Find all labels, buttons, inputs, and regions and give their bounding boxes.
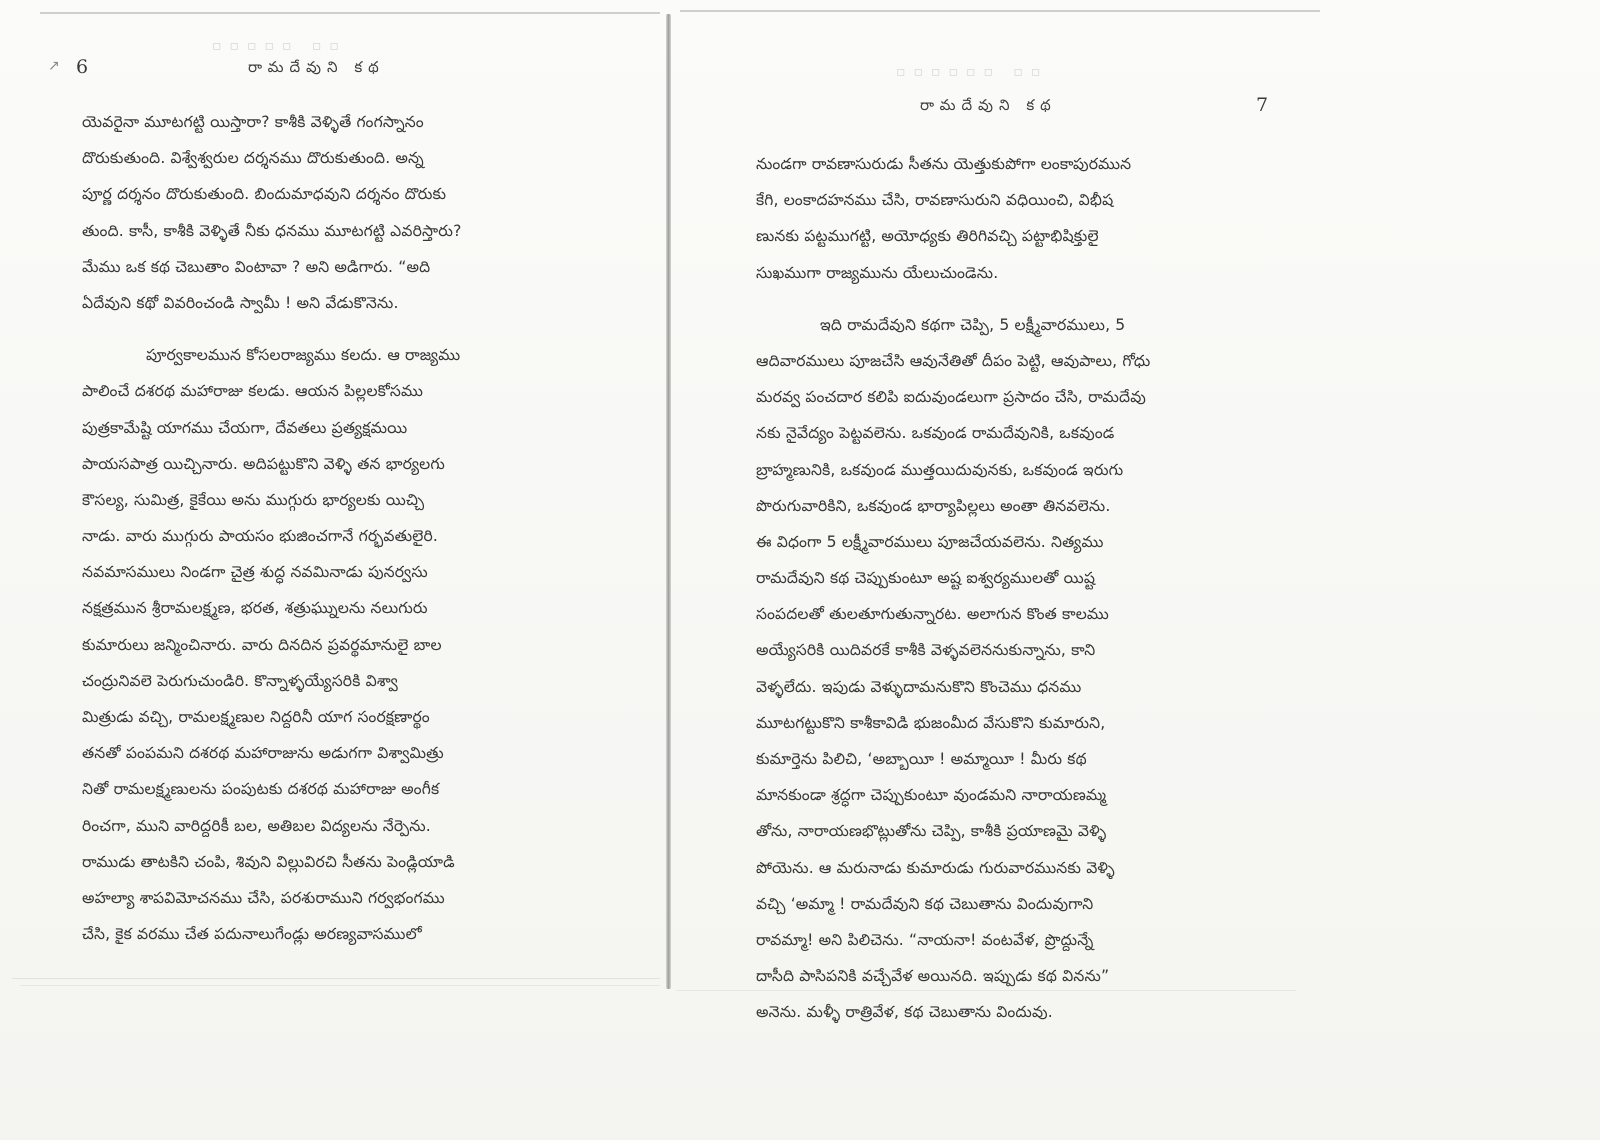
paragraph-gap (82, 321, 462, 337)
show-through-text: ▫▫▫▫▫ ▫▫ (212, 38, 347, 54)
text-line: దాసీది పాసిపనికి వచ్చేవేళ అయినది. ఇప్పుడు కథ వినను” (756, 967, 1110, 986)
page-top-edge (680, 10, 1320, 12)
running-header: రామదేవుని కథ (920, 96, 1057, 114)
body-text (756, 146, 1150, 1031)
text-line: సంపదలతో తులతూగుతున్నారట. అలాగున కొంత కాలము (756, 605, 1109, 624)
text-line: పూర్ణ దర్శనం దొరుకుతుంది. బిందుమాధవుని దర్శనం దొరుకు (82, 185, 447, 204)
running-header: రామదేవుని కథ (248, 58, 385, 76)
text-line: అనెను. మళ్ళీ రాత్రివేళ, కథ చెబుతాను విందువు. (756, 1003, 1053, 1022)
text-line: రామదేవుని కథ చెప్పుకుంటూ అష్ట ఐశ్వర్యములతో యిష్ట (756, 569, 1096, 588)
body-text (82, 104, 462, 952)
text-line: పాయసపాత్ర యిచ్చినారు. అదిపట్టుకొని వెళ్ళి తన భార్యలగు (82, 454, 445, 473)
text-line: పాలించే దశరథ మహారాజు కలడు. ఆయన పిల్లలకోసము (82, 382, 424, 401)
page-number: 7 (1256, 94, 1269, 116)
text-line: కుమార్తెను పిలిచి, ‘అబ్బాయీ ! అమ్మాయీ ! మీరు కథ (756, 750, 1087, 768)
text-line: పోయెను. ఆ మరునాడు కుమారుడు గురువారమునకు వెళ్ళి (756, 858, 1115, 877)
text-line: నవమాసములు నిండగా చైత్ర శుద్ధ నవమినాడు పునర్వసు (82, 563, 428, 582)
text-line: ఆదివారములు పూజచేసి ఆవునేతితో దీపం పెట్టి, ఆవుపాలు, గోధు (756, 351, 1151, 370)
text-line: రావమ్మా! అని పిలిచెను. “నాయనా! వంటవేళ, ప్రొద్దున్నే (756, 930, 1094, 949)
text-line: తోను, నారాయణభొట్లుతోను చెప్పి, కాశీకి ప్రయాణమై వెళ్ళి (756, 822, 1107, 841)
text-line: చేసి, కైక వరము చేత పదునాలుగేండ్లు అరణ్యవాసములో (82, 925, 422, 944)
page-bottom-edge (20, 985, 660, 986)
text-line: మూటగట్టుకొని కాశీకావిడి భుజంమీద వేసుకొని కుమారుని, (756, 713, 1106, 732)
text-line: మరవ్వ పంచదార కలిపి ఐదువుండలుగా ప్రసాదం చేసి, రామదేవు (756, 388, 1146, 407)
page-top-edge (40, 12, 660, 14)
text-line: ఈ విధంగా 5 లక్ష్మీవారములు పూజచేయవలెను. నిత్యము (756, 532, 1104, 551)
text-line: అయ్యేసరికి యిదివరకే కాశీకి వెళ్ళవలెననుకున్నాను, కాని (756, 641, 1096, 660)
text-line: వెళ్ళలేదు. ఇపుడు వెళ్ళుదామనుకొని కొంచెము ధనము (756, 677, 1082, 696)
page-number: 6 (76, 56, 89, 78)
text-line: దొరుకుతుంది. విశ్వేశ్వరుల దర్శనము దొరుకుతుంది. అన్న (82, 149, 424, 168)
text-line: తుంది. కాసీ, కాశీకి వెళ్ళితే నీకు ధనము మూటగట్టి ఎవరిస్తారు? (82, 221, 462, 240)
text-line: కుమారులు జన్మించినారు. వారు దినదిన ప్రవర్థమానులై బాల (82, 635, 442, 654)
page-bottom-edge (676, 990, 1296, 991)
paragraph-gap (756, 291, 1150, 307)
text-line: నక్షత్రమున శ్రీరామలక్ష్మణ, భరత, శత్రుఘ్నులను నలుగురు (82, 599, 428, 618)
text-line: కేగి, లంకాదహనము చేసి, రావణాసురుని వధియించి, విభీష (756, 191, 1114, 210)
text-line: తనతో పంపమని దశరథ మహారాజును అడుగగా విశ్వామిత్రు (82, 744, 444, 763)
text-line: కౌసల్య, సుమిత్ర, కైకేయి అను ముగ్గురు భార్యలకు యిచ్చి (82, 490, 425, 509)
text-line: ఏదేవుని కథో వివరించండి స్వామీ ! అని వేడుకొనెను. (82, 293, 399, 312)
text-line: మేము ఒక కథ చెబుతాం వింటావా ? అని అడిగారు. “అది (82, 257, 431, 276)
text-line: నకు నైవేద్యం పెట్టవలెను. ఒకవుండ రామదేవునికి, ఒకవుండ (756, 424, 1115, 443)
text-line: రించగా, ముని వారిద్దరికీ బల, అతిబల విద్యలను నేర్పెను. (82, 816, 431, 835)
text-line: ణునకు పట్టముగట్టి, అయోధ్యకు తిరిగివచ్చి పట్టాభిషిక్తులై (756, 227, 1099, 246)
text-line: నాడు. వారు ముగ్గురు పాయసం భుజించగానే గర్భవతులైరి. (82, 527, 438, 546)
text-line: రాముడు తాటకిని చంపి, శివుని విల్లువిరచి సీతను పెండ్లియాడి (82, 852, 455, 871)
text-line: అహల్యా శాపవిమోచనము చేసి, పరశురాముని గర్వభంగము (82, 888, 445, 907)
text-line: చంద్రునివలె పెరుగుచుండిరి. కొన్నాళ్ళయ్యేసరికి విశ్వా (82, 671, 398, 690)
text-line: బ్రాహ్మణునికి, ఒకవుండ ముత్తయిదువునకు, ఒకవుండ ఇరుగు (756, 460, 1124, 479)
text-line: పొరుగువారికిని, ఒకవుండ భార్యాపిల్లలు అంతా తినవలెను. (756, 496, 1111, 515)
left-page (12, 18, 660, 979)
book-gutter (666, 14, 671, 989)
text-line: యెవరైనా మూటగట్టి యిస్తారా? కాశీకి వెళ్ళితే గంగస్నానం (82, 113, 424, 131)
text-line: సుఖముగా రాజ్యమును యేలుచుండెను. (756, 263, 999, 282)
text-line: ఇది రామదేవుని కథగా చెప్పి, 5 లక్ష్మీవారములు, 5 (820, 315, 1126, 334)
text-line: నితో రామలక్ష్మణులను పంపుటకు దశరథ మహారాజు అంగీక (82, 780, 440, 799)
text-line: పూర్వకాలమున కోసలరాజ్యము కలదు. ఆ రాజ్యము (146, 346, 461, 365)
text-line: పుత్రకామేష్టి యాగము చేయగా, దేవతలు ప్రత్యక్షమయి (82, 418, 408, 437)
text-line: మానకుండా శ్రద్ధగా చెప్పుకుంటూ వుండమని నారాయణమ్మ (756, 786, 1107, 805)
show-through-text: ▫▫▫▫▫▫ ▫▫ (896, 64, 1049, 80)
pencil-mark: ↗ (48, 58, 60, 74)
text-line: వచ్చి ‘అమ్మా ! రామదేవుని కథ చెబుతాను విందువుగాని (756, 894, 1094, 913)
right-page (676, 18, 1582, 1022)
text-line: నుండగా రావణాసురుడు సీతను యెత్తుకుపోగా లంకాపురమున (756, 155, 1132, 173)
text-line: మిత్రుడు వచ్చి, రామలక్ష్మణుల నిద్దరినీ యాగ సంరక్షణార్థం (82, 708, 430, 726)
